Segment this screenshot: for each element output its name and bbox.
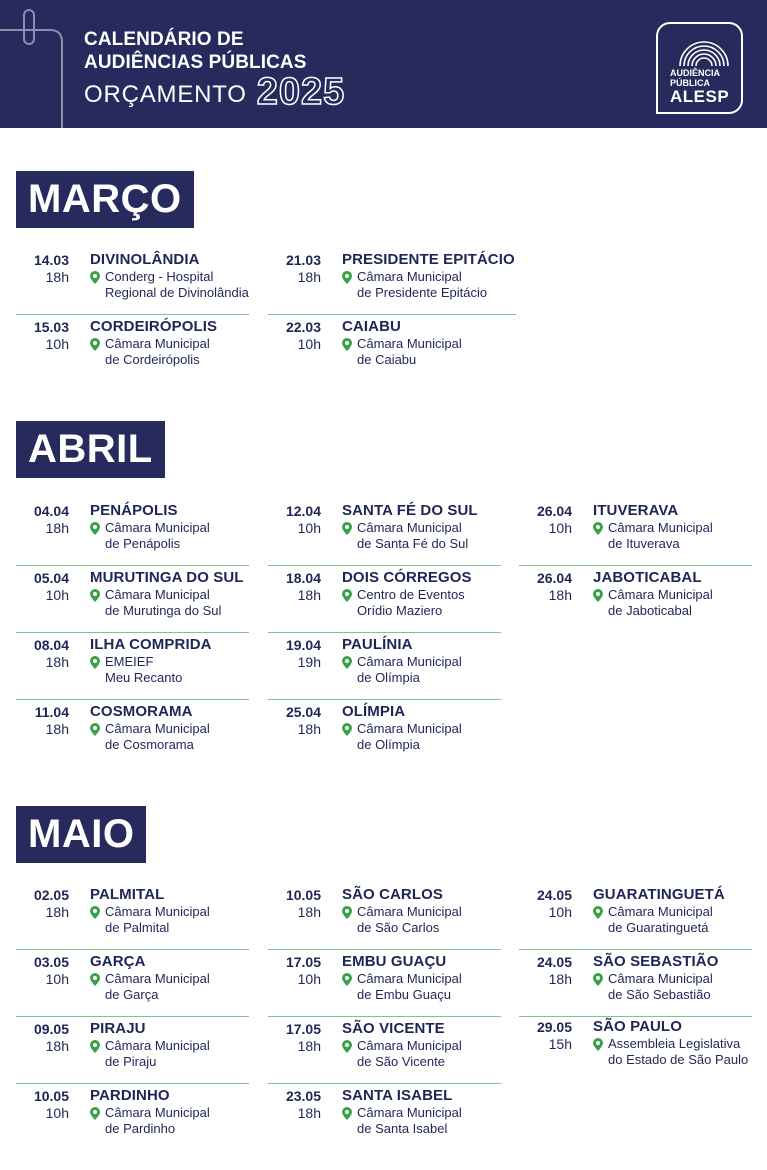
- event-location-line2: de Palmital: [105, 920, 170, 935]
- event-location-line2: de São Vicente: [357, 1054, 445, 1069]
- event-card: [268, 886, 501, 950]
- location-pin-icon: [90, 522, 100, 535]
- event-location-line2: de Piraju: [105, 1054, 157, 1069]
- event-time: 10h: [45, 587, 69, 603]
- month-banner-marco: MARÇO: [16, 171, 194, 228]
- event-date: 10.05: [33, 1088, 69, 1104]
- event-card: [16, 886, 249, 950]
- event-city: ILHA COMPRIDA: [90, 636, 212, 653]
- event-city: SÃO PAULO: [593, 1018, 682, 1035]
- title-line-1: CALENDÁRIO DE: [84, 29, 244, 50]
- title-year: 2025: [256, 71, 346, 113]
- logo-text-alesp: ALESP: [670, 87, 730, 106]
- event-date: 10.05: [285, 887, 321, 903]
- event-date: 03.05: [33, 954, 69, 970]
- event-card: [519, 953, 752, 1017]
- location-pin-icon: [593, 973, 603, 986]
- event-card: [16, 953, 249, 1017]
- event-time: 18h: [45, 269, 69, 285]
- sound-waves-icon: [678, 32, 730, 68]
- calendar-outline-icon: [0, 0, 80, 128]
- location-pin-icon: [342, 522, 352, 535]
- event-location-line2: de São Sebastião: [608, 987, 711, 1002]
- event-location-line1: Câmara Municipal: [608, 904, 713, 919]
- page-title: [84, 28, 346, 113]
- location-pin-icon: [342, 906, 352, 919]
- event-city: PIRAJU: [90, 1020, 146, 1037]
- event-card: [268, 1087, 501, 1151]
- event-date: 19.04: [285, 637, 321, 653]
- title-line-3: [84, 71, 346, 113]
- event-date: 17.05: [285, 954, 321, 970]
- event-time: 18h: [297, 1038, 321, 1054]
- event-city: COSMORAMA: [90, 703, 193, 720]
- event-card: [268, 636, 501, 700]
- location-pin-icon: [90, 973, 100, 986]
- event-date: 12.04: [285, 503, 321, 519]
- event-location-line2: de Caiabu: [357, 352, 417, 367]
- event-time: 18h: [297, 721, 321, 737]
- event-time: 18h: [45, 1038, 69, 1054]
- event-location-line2: de Olímpia: [357, 670, 420, 685]
- event-location-line1: Câmara Municipal: [105, 1038, 210, 1053]
- event-location-line2: de Pardinho: [105, 1121, 176, 1136]
- event-date: 05.04: [33, 570, 69, 586]
- logo-text-publica: PÚBLICA: [670, 78, 710, 88]
- event-city: DOIS CÓRREGOS: [342, 569, 472, 586]
- location-pin-icon: [90, 271, 100, 284]
- event-date: 04.04: [33, 503, 69, 519]
- event-location-line1: Conderg - Hospital: [105, 269, 214, 284]
- event-location-line2: de Presidente Epitácio: [357, 285, 488, 300]
- event-card: [16, 636, 249, 700]
- month-banner-abril: ABRIL: [16, 421, 165, 478]
- event-time: 10h: [45, 971, 69, 987]
- event-location-line1: Câmara Municipal: [357, 269, 462, 284]
- event-location-line1: Câmara Municipal: [357, 654, 462, 669]
- event-card: [16, 1020, 249, 1084]
- event-location-line2: de Murutinga do Sul: [105, 603, 222, 618]
- event-location-line2: de Jaboticabal: [608, 603, 692, 618]
- event-card: [268, 251, 516, 315]
- event-date: 02.05: [33, 887, 69, 903]
- event-city: SANTA FÉ DO SUL: [342, 502, 478, 519]
- event-date: 23.05: [285, 1088, 321, 1104]
- event-time: 10h: [548, 904, 572, 920]
- event-card: [519, 1018, 752, 1082]
- location-pin-icon: [90, 906, 100, 919]
- event-location-line2: de Santa Isabel: [357, 1121, 448, 1136]
- event-location-line2: de Ituverava: [608, 536, 680, 551]
- event-time: 18h: [45, 904, 69, 920]
- location-pin-icon: [90, 1107, 100, 1120]
- month-banner-maio: MAIO: [16, 806, 146, 863]
- event-card: [16, 569, 249, 633]
- event-city: PALMITAL: [90, 886, 165, 903]
- title-word: ORÇAMENTO: [84, 81, 247, 108]
- event-date: 29.05: [536, 1019, 572, 1035]
- event-date: 11.04: [34, 704, 69, 720]
- event-location-line1: Câmara Municipal: [357, 971, 462, 986]
- event-location-line2: de Garça: [105, 987, 159, 1002]
- event-location-line1: Câmara Municipal: [357, 520, 462, 535]
- event-location-line1: Câmara Municipal: [608, 520, 713, 535]
- event-time: 10h: [297, 520, 321, 536]
- event-time: 10h: [297, 336, 321, 352]
- event-location-line1: Câmara Municipal: [357, 721, 462, 736]
- event-time: 19h: [297, 654, 321, 670]
- location-pin-icon: [342, 1040, 352, 1053]
- location-pin-icon: [90, 723, 100, 736]
- location-pin-icon: [593, 906, 603, 919]
- location-pin-icon: [90, 1040, 100, 1053]
- event-date: 17.05: [285, 1021, 321, 1037]
- event-location-line1: Câmara Municipal: [357, 904, 462, 919]
- event-card: [268, 953, 501, 1017]
- event-card: [16, 1087, 249, 1151]
- event-location-line1: Câmara Municipal: [608, 971, 713, 986]
- event-location-line2: de Santa Fé do Sul: [357, 536, 469, 551]
- location-pin-icon: [342, 656, 352, 669]
- event-location-line2: de Guaratinguetá: [608, 920, 709, 935]
- event-card: [268, 502, 501, 566]
- event-card: [519, 502, 752, 566]
- event-city: JABOTICABAL: [593, 569, 702, 586]
- event-time: 15h: [548, 1036, 572, 1052]
- location-pin-icon: [593, 522, 603, 535]
- event-date: 14.03: [33, 252, 69, 268]
- event-time: 18h: [297, 269, 321, 285]
- event-time: 18h: [45, 721, 69, 737]
- location-pin-icon: [342, 973, 352, 986]
- event-time: 18h: [297, 904, 321, 920]
- event-location-line1: Câmara Municipal: [608, 587, 713, 602]
- location-pin-icon: [90, 338, 100, 351]
- event-location-line1: Câmara Municipal: [105, 971, 210, 986]
- event-date: 09.05: [33, 1021, 69, 1037]
- event-location-line2: do Estado de São Paulo: [608, 1052, 749, 1067]
- event-location-line1: Câmara Municipal: [105, 721, 210, 736]
- title-line-2: AUDIÊNCIAS PÚBLICAS: [84, 52, 307, 73]
- header-banner: [0, 0, 767, 128]
- event-time: 18h: [297, 587, 321, 603]
- event-location-line1: Câmara Municipal: [357, 336, 462, 351]
- event-location-line1: Câmara Municipal: [357, 1038, 462, 1053]
- event-location-line2: Meu Recanto: [105, 670, 183, 685]
- location-pin-icon: [342, 271, 352, 284]
- event-city: CAIABU: [342, 318, 401, 335]
- event-date: 26.04: [536, 570, 572, 586]
- event-date: 26.04: [536, 503, 572, 519]
- event-date: 24.05: [536, 954, 572, 970]
- event-city: GUARATINGUETÁ: [593, 886, 725, 903]
- event-city: SÃO VICENTE: [342, 1020, 445, 1037]
- event-time: 18h: [297, 1105, 321, 1121]
- event-card: [16, 318, 249, 382]
- event-time: 18h: [45, 520, 69, 536]
- event-card: [268, 569, 501, 633]
- location-pin-icon: [90, 656, 100, 669]
- event-location-line1: Câmara Municipal: [357, 1105, 462, 1120]
- event-city: GARÇA: [90, 953, 146, 970]
- event-time: 10h: [297, 971, 321, 987]
- event-city: DIVINOLÂNDIA: [90, 251, 200, 268]
- event-city: CORDEIRÓPOLIS: [90, 318, 218, 335]
- event-location-line1: EMEIEF: [105, 654, 154, 669]
- event-location-line2: Orídio Maziero: [357, 603, 443, 618]
- location-pin-icon: [342, 338, 352, 351]
- event-location-line1: Assembleia Legislativa: [608, 1036, 741, 1051]
- event-card: [268, 318, 501, 382]
- location-pin-icon: [593, 1038, 603, 1051]
- event-city: PENÁPOLIS: [90, 502, 178, 519]
- event-card: [268, 703, 501, 767]
- event-city: EMBU GUAÇU: [342, 953, 447, 970]
- event-date: 21.03: [285, 252, 321, 268]
- logo-speech-tail: [656, 100, 670, 114]
- location-pin-icon: [593, 589, 603, 602]
- event-time: 10h: [45, 1105, 69, 1121]
- event-city: OLÍMPIA: [342, 703, 406, 720]
- alesp-logo: [656, 22, 743, 114]
- location-pin-icon: [342, 1107, 352, 1120]
- location-pin-icon: [342, 723, 352, 736]
- event-city: PAULÍNIA: [342, 636, 413, 653]
- event-time: 10h: [45, 336, 69, 352]
- event-location-line2: de Olímpia: [357, 737, 420, 752]
- event-time: 18h: [548, 971, 572, 987]
- event-location-line1: Câmara Municipal: [105, 904, 210, 919]
- event-date: 24.05: [536, 887, 572, 903]
- event-location-line1: Câmara Municipal: [105, 520, 210, 535]
- event-city: SÃO CARLOS: [342, 886, 444, 903]
- event-location-line2: de Cosmorama: [105, 737, 194, 752]
- event-city: PARDINHO: [90, 1087, 170, 1104]
- event-time: 18h: [45, 654, 69, 670]
- event-city: SANTA ISABEL: [342, 1087, 453, 1104]
- event-location-line2: de Penápolis: [105, 536, 181, 551]
- event-date: 15.03: [33, 319, 69, 335]
- event-date: 22.03: [285, 319, 321, 335]
- event-location-line1: Câmara Municipal: [105, 336, 210, 351]
- event-location-line1: Câmara Municipal: [105, 1105, 210, 1120]
- event-card: [16, 703, 249, 767]
- event-card: [519, 886, 752, 950]
- event-time: 10h: [548, 520, 572, 536]
- location-pin-icon: [90, 589, 100, 602]
- event-city: MURUTINGA DO SUL: [90, 569, 244, 586]
- event-date: 18.04: [285, 570, 321, 586]
- event-location-line2: de Cordeirópolis: [105, 352, 200, 367]
- event-location-line1: Câmara Municipal: [105, 587, 210, 602]
- event-location-line1: Centro de Eventos: [357, 587, 465, 602]
- event-city: SÃO SEBASTIÃO: [593, 953, 719, 970]
- event-city: PRESIDENTE EPITÁCIO: [342, 251, 515, 268]
- event-time: 18h: [548, 587, 572, 603]
- event-city: ITUVERAVA: [593, 502, 679, 519]
- event-location-line2: Regional de Divinolândia: [105, 285, 249, 300]
- event-card: [16, 251, 249, 315]
- event-date: 08.04: [33, 637, 69, 653]
- logo-text-audiencia: AUDIÊNCIA: [670, 68, 721, 78]
- event-card: [16, 502, 249, 566]
- event-location-line2: de Embu Guaçu: [357, 987, 451, 1002]
- event-location-line2: de São Carlos: [357, 920, 440, 935]
- event-card: [268, 1020, 501, 1084]
- location-pin-icon: [342, 589, 352, 602]
- event-date: 25.04: [285, 704, 321, 720]
- event-card: [519, 569, 752, 633]
